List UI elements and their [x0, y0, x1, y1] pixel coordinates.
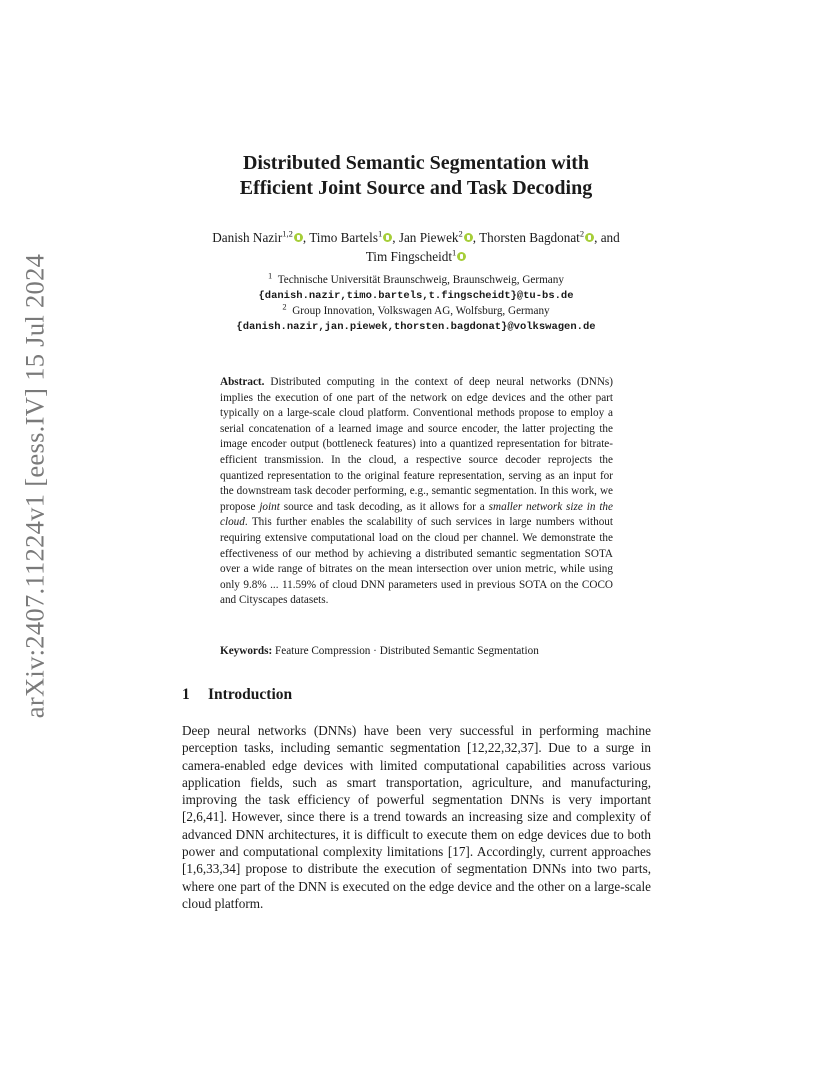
arxiv-id: arXiv:2407.11224v1 [eess.IV] 15 Jul 2024 [19, 253, 50, 719]
email-1[interactable]: {danish.nazir,timo.bartels,t.fingscheidt}@tu-bs.de [258, 289, 574, 302]
title-line-1: Distributed Semantic Segmentation with [242, 152, 590, 174]
affiliations [150, 270, 682, 335]
abstract-emphasis: smaller network size in the cloud [220, 500, 613, 529]
abstract-text: . This further enables the scalability of such services in large numbers without requiring extensive computational load on the cloud per channel. We demonstrate the effectiveness of our method by achieving a distributed semantic segmentation SOTA over a wide range of bitrates on the mean intersection over union metric, while using only 9.8% ... 11.59% of cloud DNN parameters used in previous SOTA on the COCO and Cityscapes datasets. [220, 516, 613, 607]
orcid-icon[interactable] [294, 233, 303, 242]
author-affil: 1 [377, 228, 383, 239]
arxiv-sidebar [19, 253, 50, 719]
author-affil: 1,2 [282, 228, 293, 239]
author-name: Tim Fingscheidt [365, 249, 453, 264]
orcid-icon[interactable] [383, 233, 392, 242]
abstract-text: source and task decoding, as it allows for a [279, 500, 489, 513]
orcid-icon[interactable] [464, 233, 473, 242]
section-number: 1 [182, 686, 190, 703]
author-list [150, 228, 682, 266]
email-2[interactable]: {danish.nazir,jan.piewek,thorsten.bagdonat}@volkswagen.de [236, 320, 596, 333]
paper-title [150, 151, 682, 201]
author-sep: , [302, 230, 310, 245]
keywords-text: Feature Compression · Distributed Semantic Segmentation [272, 645, 539, 657]
author-sep: , [392, 230, 399, 245]
author-affil: 1 [452, 247, 457, 258]
keywords-label: Keywords: [220, 645, 273, 657]
abstract-emphasis: joint [259, 500, 280, 513]
author-name: Timo Bartels [309, 230, 378, 245]
author-sep: , and [594, 230, 620, 245]
orcid-icon[interactable] [585, 233, 594, 242]
title-line-2: Efficient Joint Source and Task Decoding [239, 177, 593, 199]
intro-paragraph: Deep neural networks (DNNs) have been very successful in performing machine perception tasks, including semantic segmentation [12,22,32,37]. Due to a surge in camera-enabled edge devices with limited computational capabilities across various application fields, such as smart transportation, agriculture, and manufacturing, improving the task efficiency of powerful segmentation DNNs is very important [2,6,41]. However, since there is a trend towards an increasing size and complexity of advanced DNN architectures, it is difficult to execute them on edge devices due to both power and computational complexity limitations [17]. Accordingly, current approaches [1,6,33,34] propose to distribute the execution of segmentation DNNs into two parts, where one part of the DNN is executed on the edge device and the other on a large-scale cloud platform. [182, 723, 651, 911]
section-heading [182, 686, 292, 704]
abstract-label: Abstract. [220, 376, 265, 388]
author-affil: 2 [458, 228, 463, 239]
author-affil: 2 [579, 228, 585, 239]
affiliation-2 [150, 301, 682, 320]
affiliation-1 [150, 270, 682, 289]
author-sep: , [472, 230, 480, 245]
affil-text: Technische Universität Braunschweig, Braunschweig, Germany [277, 274, 564, 286]
affil-number: 2 [282, 301, 287, 312]
author-name: Thorsten Bagdonat [479, 230, 580, 245]
affil-number: 1 [268, 270, 273, 281]
keywords [220, 644, 613, 660]
abstract-text: Distributed computing in the context of deep neural networks (DNNs) implies the execution of one part of the network on edge devices and the other part typically on a large-scale cloud platform. Conventional methods propose to employ a serial concatenation of a learned image and source encoder, the latter projecting the image encoder output (bottleneck features) into a quantized representation for bitrate-efficient transmission. In the cloud, a respective source decoder reprojects the quantized representation to the original feature representation, serving as an input for the downstream task decoder performing, e.g., semantic segmentation. In this work, we propose [220, 376, 613, 513]
author-name: Danish Nazir [212, 230, 283, 245]
affil-text: Group Innovation, Volkswagen AG, Wolfsburg, Germany [292, 305, 550, 317]
abstract [220, 375, 613, 609]
author-name: Jan Piewek [398, 230, 459, 245]
orcid-icon[interactable] [457, 252, 466, 261]
section-title: Introduction [208, 686, 293, 703]
